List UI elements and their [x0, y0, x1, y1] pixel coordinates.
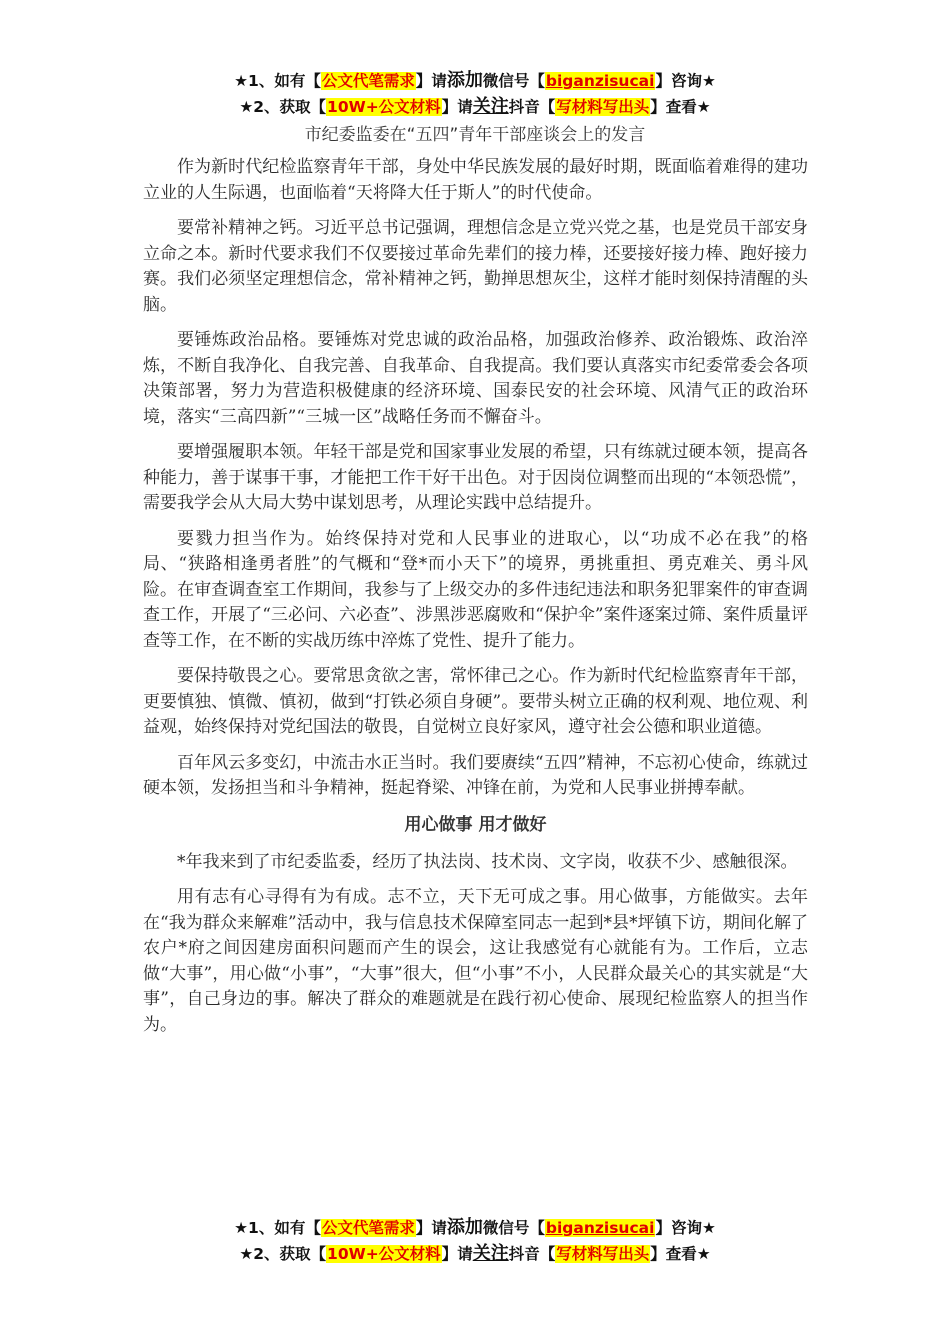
- promo-text: ★1、如有【: [234, 72, 321, 90]
- promo-emphasis: 关注: [472, 1243, 509, 1264]
- promo-text: 微信号【: [482, 72, 545, 90]
- promo-emphasis: 添加: [446, 70, 483, 91]
- paragraph: *年我来到了市纪委监委，经历了执法岗、技术岗、文字岗，收获不少、感触很深。: [177, 851, 798, 872]
- promo-highlight: 写材料写出头: [556, 1245, 650, 1263]
- promo-text: 】请: [441, 98, 473, 116]
- document-title: 市纪委监委在“五四”青年干部座谈会上的发言: [304, 125, 646, 145]
- paragraph: 要锤炼政治品格。要锤炼对党忠诚的政治品格，加强政治修养、政治锻炼、政治淬炼，不断自我净化、自我完善、自我革命、自我提高。我们要认真落实市纪委常委会各项决策部署，努力为营造积极健康的经济环境、国泰民安的社会环境、风清气正的政治环境，落实“三高四新”“三城一区”战略任务而不懈奋斗。: [143, 330, 808, 427]
- paragraph: 要增强履职本领。年轻干部是党和国家事业发展的希望，只有练就过硬本领，提高各种能力，善于谋事干事，才能把工作干好干出色。对于因岗位调整而出现的“本领恐慌”，需要我学会从大局大势中谋划思考，从理论实践中总结提升。: [143, 442, 808, 513]
- paragraph: 用有志有心寻得有为有成。志不立，天下无可成之事。用心做事，方能做实。去年在“我为群众来解难”活动中，我与信息技术保障室同志一起到*县*坪镇下访，期间化解了农户*府之间因建房面积问题而产生的误会，这让我感觉有心就能有为。工作后，立志做“大事”，用心做“小事”，“大事”很大，但“小事”不小，人民群众最关心的其实就是“大事”，自己身边的事。解决了群众的难题就是在践行初心使命、展现纪检监察人的担当作为。: [143, 887, 808, 1035]
- promo-line-1: [0, 68, 950, 94]
- promo-text: ★2、获取【: [239, 98, 327, 116]
- promo-text: ★2、获取【: [239, 1245, 327, 1263]
- promo-text: 抖音【: [508, 1245, 556, 1263]
- promo-text: 】咨询★: [655, 72, 716, 90]
- promo-text: ★1、如有【: [234, 1219, 321, 1237]
- paragraph: 要常补精神之钙。习近平总书记强调，理想信念是立党兴党之基，也是党员干部安身立命之本。新时代要求我们不仅要接过革命先辈们的接力棒，还要接好接力棒、跑好接力赛。我们必须坚定理想信念，常补精神之钙，勤掸思想灰尘，这样才能时刻保持清醒的头脑。: [143, 218, 808, 315]
- promo-highlight: 写材料写出头: [556, 98, 650, 116]
- promo-highlight: 公文代笔需求: [321, 72, 415, 90]
- promo-text: 】查看★: [650, 1245, 711, 1263]
- promo-highlight: 10W+公文材料: [327, 1245, 441, 1263]
- paragraph: 要戮力担当作为。始终保持对党和人民事业的进取心，以“功成不必在我”的格局、“狭路相逢勇者胜”的气概和“登*而小天下”的境界，勇挑重担、勇克难关、勇斗风险。在审查调查室工作期间，我参与了上级交办的多件违纪违法和职务犯罪案件的审查调查工作，开展了“三必问、六必查”、涉黑涉恶腐败和“保护伞”案件逐案过筛、案件质量评查等工作，在不断的实战历练中淬炼了党性、提升了能力。: [143, 528, 808, 651]
- promo-banner-bottom: [0, 1215, 950, 1267]
- paragraph: 作为新时代纪检监察青年干部，身处中华民族发展的最好时期，既面临着难得的建功立业的人生际遇，也面临着“天将降大任于斯人”的时代使命。: [143, 157, 808, 203]
- promo-emphasis: 关注: [472, 96, 509, 117]
- promo-line-2: [0, 1241, 950, 1267]
- promo-text: 】请: [441, 1245, 473, 1263]
- section-subtitle: 用心做事 用才做好: [404, 814, 547, 835]
- promo-text: 】请: [415, 1219, 447, 1237]
- paragraph: 百年风云多变幻，中流击水正当时。我们要赓续“五四”精神，不忘初心使命，练就过硬本领，发扬担当和斗争精神，挺起脊梁、冲锋在前，为党和人民事业拼搏奉献。: [143, 752, 808, 798]
- promo-highlight: 公文代笔需求: [321, 1219, 415, 1237]
- promo-text: 】查看★: [650, 98, 711, 116]
- promo-emphasis: 添加: [446, 1217, 483, 1238]
- promo-banner-top: [0, 68, 950, 120]
- promo-line-2: [0, 94, 950, 120]
- promo-text: 】咨询★: [655, 1219, 716, 1237]
- promo-text: 】请: [415, 72, 447, 90]
- promo-highlight: 10W+公文材料: [327, 98, 441, 116]
- promo-text: 抖音【: [508, 98, 556, 116]
- promo-highlight: biganzisucai: [545, 1219, 655, 1237]
- promo-highlight: biganzisucai: [545, 72, 655, 90]
- promo-text: 微信号【: [482, 1219, 545, 1237]
- document-body: [143, 155, 808, 1048]
- paragraph: 要保持敬畏之心。要常思贪欲之害，常怀律己之心。作为新时代纪检监察青年干部，更要慎独、慎微、慎初，做到“打铁必须自身硬”。要带头树立正确的权利观、地位观、利益观，始终保持对党纪国法的敬畏，自觉树立良好家风，遵守社会公德和职业道德。: [143, 666, 808, 737]
- promo-line-1: [0, 1215, 950, 1241]
